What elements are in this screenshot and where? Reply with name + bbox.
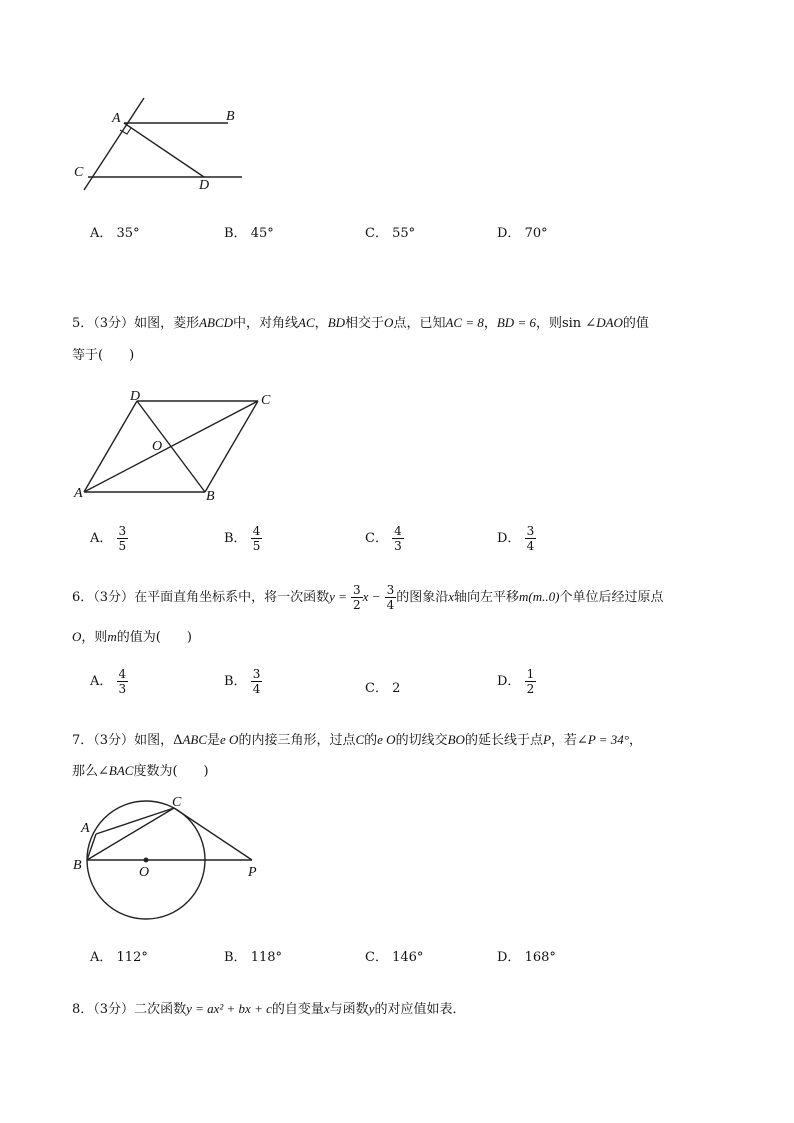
q7-side-bc [87,808,174,860]
option-letter: A． [90,950,113,965]
math-p: P [542,732,551,747]
stem-text: 那么∠ [72,764,109,779]
math-circle-o: e O [220,732,239,747]
denominator: 4 [252,682,261,696]
option-fraction [117,525,129,552]
option-letter: A． [90,674,113,689]
stem-text: ， [314,316,328,331]
numerator: 3 [252,667,261,681]
q6-option-d[interactable] [497,668,536,695]
denominator: 5 [252,539,261,553]
option-value: 146° [392,950,424,965]
option-letter: C． [365,531,388,546]
question-number: 8． [72,1002,94,1017]
numerator: 4 [252,524,261,538]
math-x: x [448,589,455,604]
option-letter: D． [497,226,521,241]
q5-stem-line2 [72,344,134,363]
q5-option-d[interactable] [497,525,536,552]
stem-text: 二次函数 [134,1002,187,1017]
stem-text: 的内接三角形，过点 [238,733,356,748]
stem-text: 是 [207,733,221,748]
option-value: 168° [524,950,556,965]
math-o: O [384,315,394,330]
option-fraction [251,525,263,552]
question-number: 6． [72,590,94,605]
math-bac: BAC [108,763,134,778]
option-letter: D． [497,950,521,965]
math-x: x [323,1001,330,1016]
stem-text: 等于( ) [72,348,135,363]
q6-option-a[interactable] [90,668,128,695]
math-eq-ac: AC = 8 [445,315,484,330]
numerator: 1 [526,667,535,681]
question-score: （3分） [93,733,135,748]
question-number: 7． [72,733,94,748]
q4-option-b[interactable] [224,222,274,241]
q8-stem-line1 [72,998,465,1017]
q7-option-d[interactable] [497,946,556,965]
option-letter: C． [365,950,388,965]
numerator: 3 [386,583,395,597]
math-abc: ABC [182,732,208,747]
stem-text: 与函数 [329,1002,369,1017]
option-value: 118° [250,950,283,965]
option-fraction [251,668,263,695]
q4-label-a: A [112,111,121,126]
math-o: O [72,629,82,644]
math-y-eq: y = [329,589,347,604]
denominator: 4 [386,598,395,612]
stem-text: 的 [364,733,378,748]
math-fraction-2 [385,584,397,611]
math-abcd: ABCD [199,315,234,330]
q4-label-c: C [74,165,84,180]
math-bd: BD [327,315,346,330]
q5-option-c[interactable] [365,525,404,552]
math-c: C [355,732,365,747]
denominator: 2 [353,598,361,612]
stem-text: 的延长线于点 [464,733,543,748]
denominator: 3 [118,682,127,696]
q7-line-cp [174,808,252,860]
option-letter: B． [224,226,247,241]
stem-text: 的切线交 [395,733,448,748]
question-number: 5． [72,316,94,331]
q7-center-dot [144,858,148,862]
q4-figure [60,90,260,200]
q7-label-b: B [73,858,82,873]
q4-option-d[interactable] [497,222,548,241]
option-letter: D． [497,531,521,546]
q5-option-b[interactable] [224,525,262,552]
stem-text: ，若∠ [550,733,588,748]
math-m: m [107,629,117,644]
math-eq-bd: BD = 6 [496,315,536,330]
option-value: 2 [392,681,401,696]
option-fraction [525,525,537,552]
q6-stem-line2 [72,626,192,645]
math-m-expr: m(m..0) [519,589,560,604]
denominator: 4 [526,539,535,553]
stem-text: 如图，菱形 [134,316,200,331]
numerator: 4 [394,524,402,538]
q5-label-o: O [152,439,163,454]
numerator: 4 [118,667,127,681]
math-y: y [368,1001,375,1016]
q4-label-b: B [226,109,235,124]
q5-figure [66,384,286,504]
stem-text: 轴向左平移 [454,590,520,605]
option-fraction [117,668,129,695]
option-letter: B． [224,950,247,965]
denominator: 3 [394,539,402,553]
q6-stem-line1 [72,584,664,611]
stem-text: 相交于 [345,316,385,331]
option-fraction [525,668,537,695]
q5-label-b: B [206,489,215,504]
stem-text: 中，对角线 [233,316,299,331]
option-fraction [392,525,404,552]
option-letter: C． [365,226,388,241]
q5-label-d: D [130,389,141,404]
stem-text: 的图象沿 [396,590,449,605]
q4-option-a[interactable] [90,222,140,241]
math-circle-o: e O [377,732,396,747]
q4-line-ad [124,123,204,177]
option-value: 70° [524,226,548,241]
stem-text: 如图，Δ [134,733,183,748]
question-score: （3分） [93,590,135,605]
option-letter: C． [365,681,388,696]
q7-option-a[interactable] [90,946,148,965]
stem-text: ，则sin ∠ [535,316,597,331]
option-letter: A． [90,531,113,546]
option-letter: A． [90,226,113,241]
q7-stem-line1 [72,729,642,748]
q5-label-c: C [261,393,271,408]
math-dao: DAO [596,315,623,330]
denominator: 5 [118,539,127,553]
stem-text: ， [483,316,497,331]
q7-option-c[interactable] [365,946,423,965]
q5-label-a: A [74,486,83,501]
option-value: 45° [250,226,274,241]
math-bo: BO [447,732,465,747]
q7-option-b[interactable] [224,946,282,965]
math-angle-p: P = 34° [587,732,629,747]
question-score: （3分） [93,316,135,331]
option-value: 112° [116,950,148,965]
stem-text: 的值为( ) [116,630,192,645]
q7-label-o: O [139,865,150,880]
denominator: 2 [526,682,535,696]
q4-label-d: D [199,178,210,193]
stem-text: 的对应值如表． [374,1002,466,1017]
q4-option-c[interactable] [365,222,415,241]
stem-text: ，则 [81,630,108,645]
stem-text: 度数为( ) [133,764,209,779]
stem-text: 在平面直角坐标系中，将一次函数 [134,590,330,605]
stem-text: 个单位后经过原点 [559,590,664,605]
q7-figure [66,792,276,952]
q7-label-c: C [172,795,182,810]
q7-label-a: A [81,821,90,836]
question-score: （3分） [93,1002,135,1017]
stem-text: 点，已知 [393,316,446,331]
q7-stem-line2 [72,760,209,779]
math-ac: AC [298,315,315,330]
option-value: 55° [392,226,416,241]
option-letter: B． [224,531,247,546]
q7-label-p: P [248,865,257,880]
numerator: 3 [353,583,361,597]
math-fraction-1 [351,584,363,611]
stem-text: 的自变量 [271,1002,324,1017]
math-x-minus: x − [362,589,381,604]
q5-stem-line1 [72,312,649,331]
q5-option-a[interactable] [90,525,128,552]
q7-side-ac [96,808,174,834]
option-value: 35° [116,226,140,241]
numerator: 3 [118,524,127,538]
numerator: 3 [526,524,535,538]
q5-diagonal-bd [137,401,205,492]
q6-option-c[interactable] [365,677,400,696]
stem-text: ， [629,733,643,748]
stem-text: 的值 [622,316,649,331]
option-letter: B． [224,674,247,689]
q6-option-b[interactable] [224,668,262,695]
option-letter: D． [497,674,521,689]
math-quadratic: y = ax² + bx + c [186,1001,272,1016]
